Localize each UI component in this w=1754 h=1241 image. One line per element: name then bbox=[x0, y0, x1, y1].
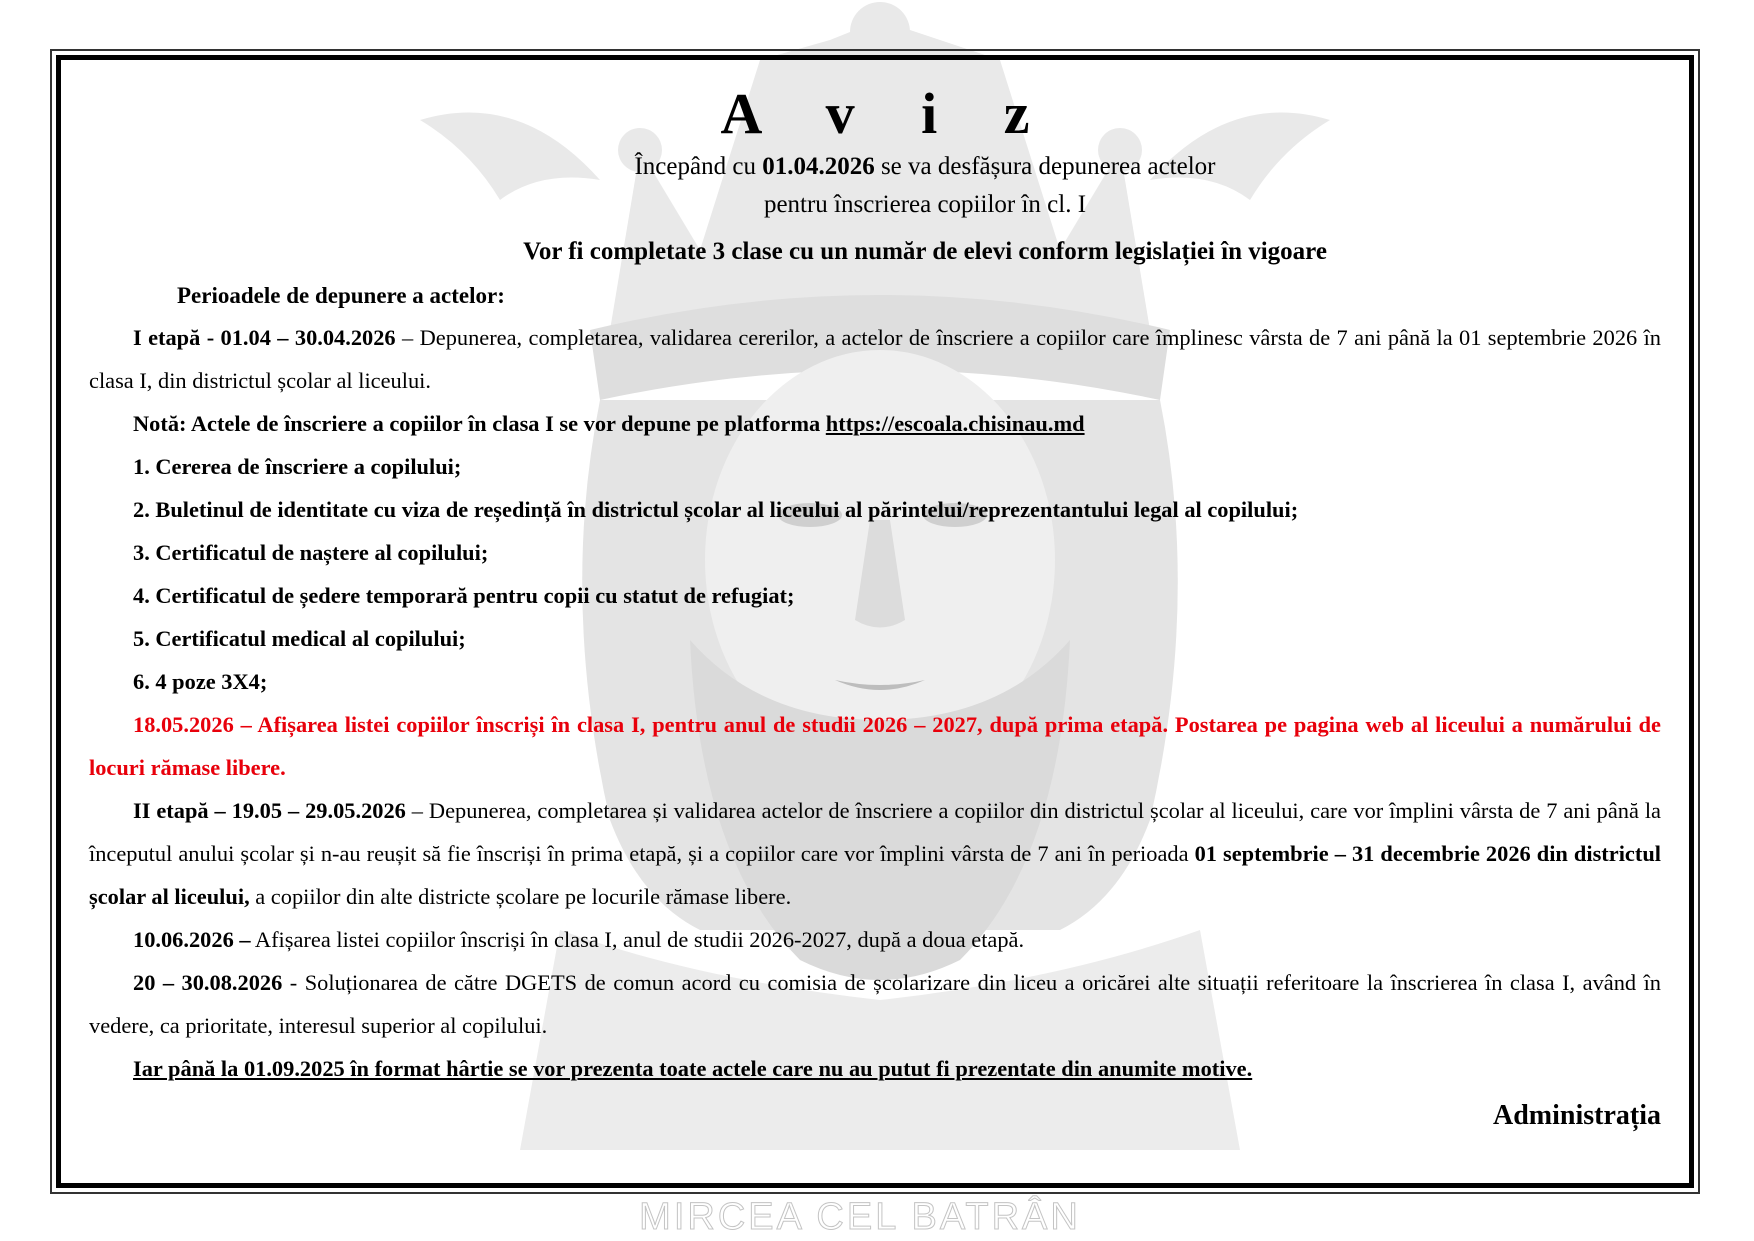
document-item-2: 2. Buletinul de identitate cu viza de reședință în districtul școlar al liceului al părintelui/reprezentantului legal al copilului; bbox=[133, 497, 1299, 522]
paper-notice: Iar până la 01.09.2025 în format hârtie se vor prezenta toate actele care nu au putut fi prezentate din anumite motive. bbox=[133, 1056, 1253, 1081]
document-item-6: 6. 4 poze 3X4; bbox=[133, 669, 268, 694]
announcement-paragraph: 18.05.2026 – Afișarea listei copiilor înscriși în clasa I, pentru anul de studii 2026 – 2027, după prima etapă. Postarea pe pagina web al liceului a numărului de locuri rămase libere. bbox=[89, 712, 1661, 780]
note-paragraph bbox=[89, 402, 1661, 445]
intro-line-1 bbox=[189, 148, 1661, 186]
stage-2-bold: 01 septembrie – 31 decembrie 2026 din districtul școlar al liceului, bbox=[89, 841, 1661, 909]
platform-link[interactable]: https://escoala.chisinau.md bbox=[825, 411, 1085, 436]
watermark-caption: MIRCEA CEL BATRÂN bbox=[639, 1196, 1081, 1238]
note-text: Notă: Actele de înscriere a copiilor în clasa I se vor depune pe platforma bbox=[133, 411, 826, 436]
stage-2-text-1: – Depunerea, completarea și validarea actelor de înscriere a copiilor din districtul școlar al liceului, care vor împlini vârsta de 7 ani până la începutul anului școlar și n-au reușit să fie înscriși în prima etapă, și a copiilor care vor împlini vârsta de 7 ani în perioada bbox=[89, 798, 1661, 866]
list-2-text: Afișarea listei copiilor înscriși în clasa I, anul de studii 2026-2027, după a doua etapă. bbox=[250, 927, 1025, 952]
intro-post: se va desfășura depunerea actelor bbox=[874, 153, 1216, 180]
list-2-paragraph bbox=[89, 918, 1661, 961]
dgets-label: 20 – 30.08.2026 bbox=[133, 970, 283, 995]
notice-title: A v i z bbox=[720, 81, 1056, 146]
intro bbox=[89, 148, 1661, 224]
notice-content bbox=[89, 78, 1661, 1140]
intro-line-2: pentru înscrierea copiilor în cl. I bbox=[763, 191, 1087, 218]
intro-pre: Începând cu bbox=[634, 153, 763, 180]
document-item-1: 1. Cererea de înscriere a copilului; bbox=[133, 454, 462, 479]
document-item-3: 3. Certificatul de naștere al copilului; bbox=[133, 540, 489, 565]
document-item-5: 5. Certificatul medical al copilului; bbox=[133, 626, 466, 651]
dgets-text: - Soluționarea de către DGETS de comun acord cu comisia de școlarizare din liceu a oricărei alte situații referitoare la înscrierea în clasa I, având în vedere, ca prioritate, interesul superior al copilului. bbox=[89, 970, 1661, 1038]
document-item-4: 4. Certificatul de ședere temporară pentru copii cu statut de refugiat; bbox=[133, 583, 795, 608]
signature: Administrația bbox=[1493, 1100, 1661, 1131]
dgets-paragraph bbox=[89, 961, 1661, 1047]
stage-1-text: – Depunerea, completarea, validarea cererilor, a actelor de înscriere a copiilor care împlinesc vârsta de 7 ani până la 01 septembrie 2026 în clasa I, din districtul școlar al liceului. bbox=[89, 325, 1661, 393]
stage-2-text-2: a copiilor din alte districte școlare pe locurile rămase libere. bbox=[249, 884, 792, 909]
stage-1-label: I etapă - 01.04 – 30.04.2026 bbox=[133, 325, 396, 350]
periods-heading: Perioadele de depunere a actelor: bbox=[177, 283, 505, 308]
stage-1-paragraph bbox=[89, 316, 1661, 402]
stage-2-paragraph bbox=[89, 789, 1661, 918]
stage-2-label: II etapă – 19.05 – 29.05.2026 bbox=[133, 798, 406, 823]
list-2-label: 10.06.2026 – bbox=[133, 927, 251, 952]
lead-statement: Vor fi completate 3 clase cu un număr de elevi conform legislației în vigoare bbox=[523, 238, 1327, 265]
intro-date: 01.04.2026 bbox=[762, 153, 875, 180]
